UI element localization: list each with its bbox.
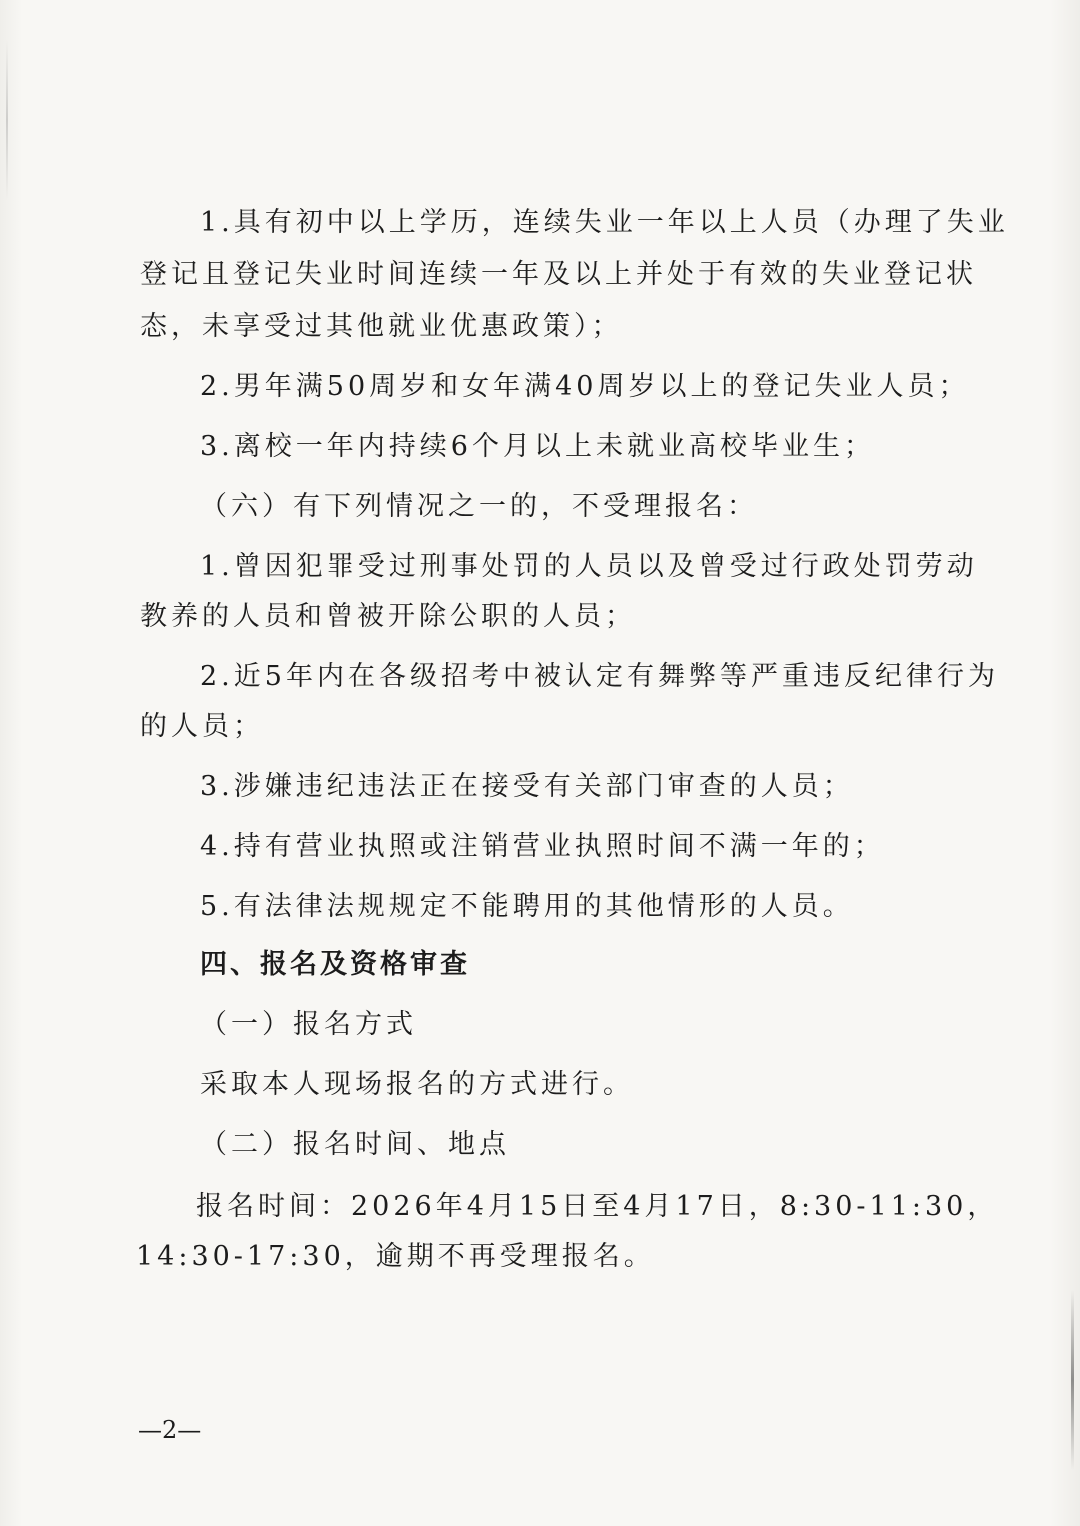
exclusion-5: 5.有法律法规规定不能聘用的其他情形的人员。 — [200, 891, 854, 922]
exclusion-4: 4.持有营业执照或注销营业执照时间不满一年的； — [200, 831, 885, 862]
exclusion-3: 3.涉嫌违纪违法正在接受有关部门审查的人员； — [200, 771, 854, 802]
item-1-line-2: 登记且登记失业时间连续一年及以上并处于有效的失业登记状 — [140, 259, 977, 290]
registration-method-text: 采取本人现场报名的方式进行。 — [200, 1069, 634, 1100]
registration-time-line-2: 14:30-17:30，逾期不再受理报名。 — [136, 1241, 655, 1272]
exclusion-1-line-2: 教养的人员和曾被开除公职的人员； — [140, 601, 636, 632]
section-six-heading: （六）有下列情况之一的，不受理报名： — [200, 491, 758, 522]
subsection-2-heading: （二）报名时间、地点 — [200, 1129, 510, 1160]
exclusion-2-line-1: 2.近5年内在各级招考中被认定有舞弊等严重违反纪律行为 — [200, 661, 999, 692]
item-2: 2.男年满50周岁和女年满40周岁以上的登记失业人员； — [200, 371, 970, 402]
exclusion-2-line-2: 的人员； — [140, 711, 264, 742]
item-3: 3.离校一年内持续6个月以上未就业高校毕业生； — [200, 431, 875, 462]
scan-shadow-right — [1071, 1290, 1074, 1470]
section-four-heading: 四、报名及资格审查 — [200, 949, 470, 980]
item-1-line-3: 态，未享受过其他就业优惠政策）； — [140, 311, 623, 342]
exclusion-1-line-1: 1.曾因犯罪受过刑事处罚的人员以及曾受过行政处罚劳动 — [200, 551, 978, 582]
subsection-1-heading: （一）报名方式 — [200, 1009, 417, 1040]
scan-shadow-left — [6, 40, 8, 200]
page-number: —2— — [138, 1416, 202, 1444]
item-1-line-1: 1.具有初中以上学历，连续失业一年以上人员（办理了失业 — [200, 207, 1009, 238]
registration-time-line-1: 报名时间：2026年4月15日至4月17日，8:30-11:30， — [196, 1191, 999, 1222]
